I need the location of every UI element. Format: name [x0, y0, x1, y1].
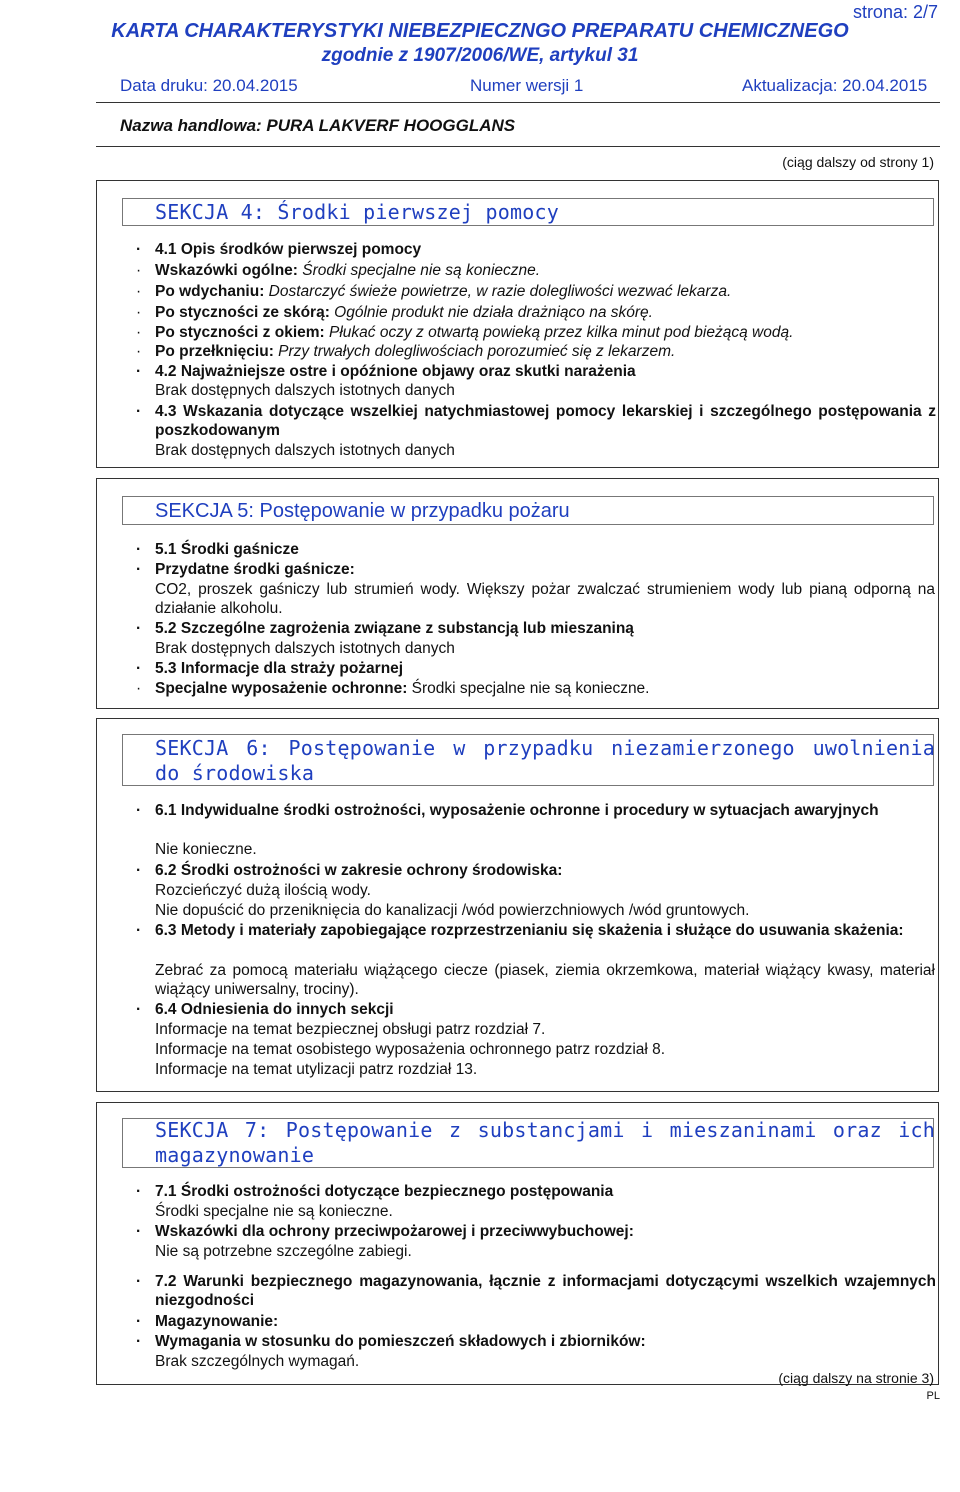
trade-divider: [96, 146, 940, 147]
subsection-7-1: · 7.1 Środki ostrożności dotyczące bezpiecznego postępowania: [136, 1183, 614, 1200]
fire-protection-heading: · Wskazówki dla ochrony przeciwpożarowej i przeciwwybuchowej:: [136, 1223, 634, 1240]
section-4-title: SEKCJA 4: Środki pierwszej pomocy: [155, 200, 559, 224]
regulation-subtitle: zgodnie z 1907/2006/WE, artykul 31: [321, 45, 639, 66]
text-6-4-a: Informacje na temat bezpiecznej obsługi patrz rozdział 7.: [155, 1021, 546, 1038]
fire-protection-text: Nie są potrzebne szczególne zabiegi.: [155, 1243, 412, 1260]
subsection-6-4: · 6.4 Odniesienia do innych sekcji: [136, 1001, 394, 1018]
continued-to: (ciąg dalszy na stronie 3): [778, 1370, 934, 1386]
storage-requirements-heading: · Wymagania w stosunku do pomieszczeń składowych i zbiorników:: [136, 1333, 646, 1350]
page-number: strona: 2/7: [852, 2, 938, 22]
trade-name: Nazwa handlowa: PURA LAKVERF HOOGGLANS: [120, 116, 516, 135]
subsection-4-3: · 4.3 Wskazania dotyczące wszelkiej natychmiastowej pomocy lekarskiej i szczególnego postępowania z poszkodowanym: [136, 403, 936, 439]
text-6-2-b: Nie dopuścić do przeniknięcia do kanalizacji /wód powierzchniowych /wód gruntowych.: [155, 902, 750, 919]
text-4-3: Brak dostępnych dalszych istotnych danych: [155, 442, 455, 459]
document-title: KARTA CHARAKTERYSTYKI NIEBEZPIECZNGO PREPARATU CHEMICZNEGO: [111, 20, 849, 42]
section-5-title: SEKCJA 5: Postępowanie w przypadku pożaru: [155, 500, 570, 522]
subsection-6-1: · 6.1 Indywidualne środki ostrożności, wyposażenie ochronne i procedury w sytuacjach awaryjnych: [136, 802, 879, 819]
suitable-media-text: CO2, proszek gaśniczy lub strumień wody. Większy pożar zwalczać strumieniem wody lub pianą odporną na działanie alkoholu.: [155, 581, 935, 617]
header-divider: [96, 102, 940, 103]
text-6-4-b: Informacje na temat osobistego wyposażenia ochronnego patrz rozdział 8.: [155, 1041, 666, 1058]
subsection-6-3: · 6.3 Metody i materiały zapobiegające rozprzestrzenianiu się skażenia i służące do usuwania skażenia:: [136, 922, 904, 939]
version-number: Numer wersji 1: [470, 76, 584, 95]
inhalation-advice: · Po wdychaniu: Dostarczyć świeże powietrze, w razie dolegliwości wezwać lekarza.: [136, 283, 732, 300]
print-date: Data druku: 20.04.2015: [120, 76, 298, 95]
language-code: PL: [926, 1390, 940, 1402]
section-6-title: SEKCJA 6: Postępowanie w przypadku niezamierzonego uwolnienia do środowiska: [155, 736, 935, 785]
storage-heading: · Magazynowanie:: [136, 1313, 279, 1330]
subsection-4-2: · 4.2 Najważniejsze ostre i opóźnione objawy oraz skutki narażenia: [136, 363, 636, 380]
text-4-2: Brak dostępnych dalszych istotnych danych: [155, 382, 455, 399]
text-6-3: Zebrać za pomocą materiału wiążącego ciecze (piasek, ziemia okrzemkowa, materiał wiążący kwasy, materiał wiążący uniwersalny, trociny).: [155, 962, 935, 998]
subsection-5-3: · 5.3 Informacje dla straży pożarnej: [136, 660, 404, 677]
protective-equipment: · Specjalne wyposażenie ochronne: Środki specjalne nie są konieczne.: [136, 680, 650, 697]
ingestion-advice: · Po przełknięciu: Przy trwałych dolegliwościach porozumieć się z lekarzem.: [136, 343, 676, 360]
general-advice: · Wskazówki ogólne: Środki specjalne nie są konieczne.: [136, 262, 541, 279]
text-7-1: Środki specjalne nie są konieczne.: [155, 1203, 393, 1220]
update-date: Aktualizacja: 20.04.2015: [742, 76, 928, 95]
subsection-7-2: · 7.2 Warunki bezpiecznego magazynowania, łącznie z informacjami dotyczącymi wszelkich wzajemnych niezgodności: [136, 1273, 936, 1309]
text-6-4-c: Informacje na temat utylizacji patrz rozdział 13.: [155, 1061, 478, 1078]
skin-contact-advice: · Po styczności ze skórą: Ogólnie produkt nie działa drażniąco na skórę.: [136, 304, 653, 321]
text-6-1: Nie konieczne.: [155, 841, 257, 858]
section-7-title: SEKCJA 7: Postępowanie z substancjami i mieszaninami oraz ich magazynowanie: [155, 1118, 935, 1167]
storage-requirements-text: Brak szczególnych wymagań.: [155, 1353, 360, 1370]
subsection-4-1: · 4.1 Opis środków pierwszej pomocy: [136, 241, 422, 258]
continued-from: (ciąg dalszy od strony 1): [782, 154, 934, 170]
subsection-5-2: · 5.2 Szczególne zagrożenia związane z substancją lub mieszaniną: [136, 620, 634, 637]
eye-contact-advice: · Po styczności z okiem: Płukać oczy z otwartą powieką przez kilka minut pod bieżącą wodą.: [136, 324, 794, 341]
subsection-6-2: · 6.2 Środki ostrożności w zakresie ochrony środowiska:: [136, 862, 563, 879]
subsection-5-1: · 5.1 Środki gaśnicze: [136, 541, 299, 558]
text-6-2-a: Rozcieńczyć dużą ilością wody.: [155, 882, 371, 899]
suitable-media-heading: · Przydatne środki gaśnicze:: [136, 561, 355, 578]
text-5-2: Brak dostępnych dalszych istotnych danych: [155, 640, 455, 657]
